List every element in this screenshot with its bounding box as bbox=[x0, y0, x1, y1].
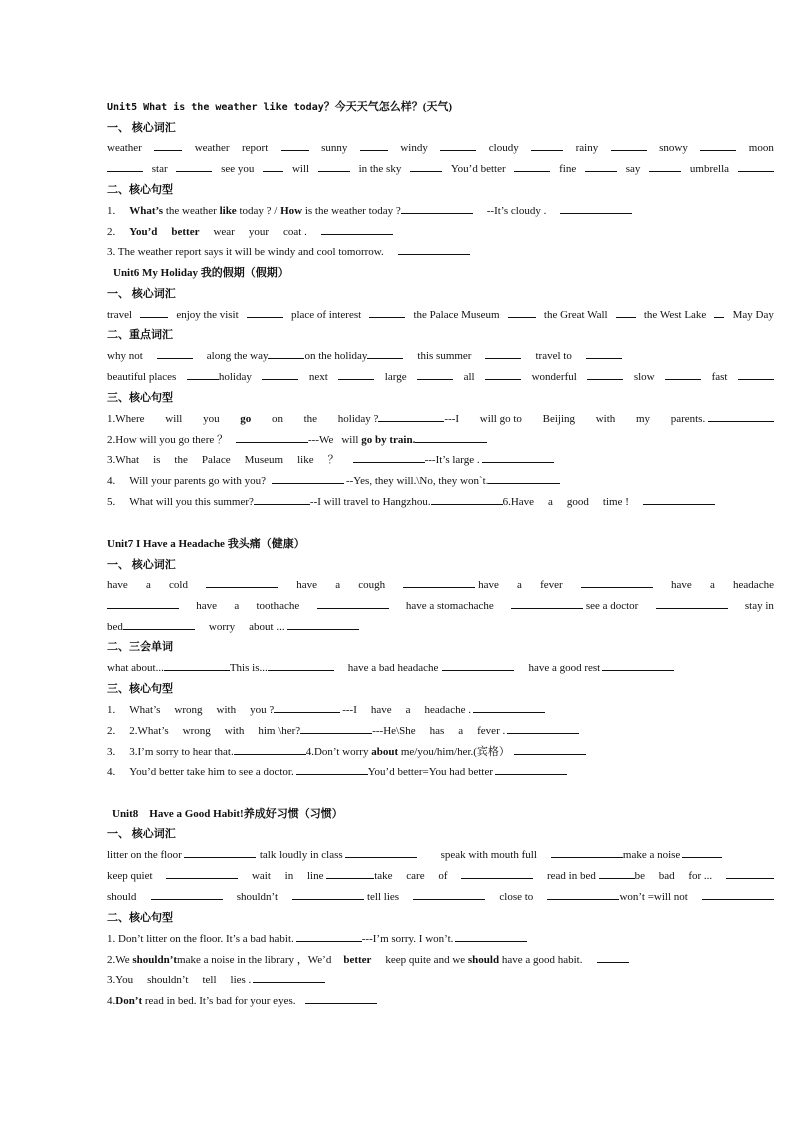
answer-blank[interactable] bbox=[345, 847, 417, 858]
answer-blank[interactable] bbox=[531, 140, 563, 151]
answer-blank[interactable] bbox=[511, 598, 583, 609]
unit5-title bbox=[107, 99, 774, 115]
unit7-sentence-3: 3. 3.I’m sorry to hear that. 4.Don’t worry about me/you/him/her.(宾格） bbox=[107, 744, 774, 760]
answer-blank[interactable] bbox=[656, 598, 728, 609]
answer-blank[interactable] bbox=[300, 723, 372, 734]
answer-blank[interactable] bbox=[367, 348, 403, 359]
answer-blank[interactable] bbox=[281, 140, 309, 151]
unit5-sentence-1: 1. What’s the weather like today ? / How is the weather today ? --It’s cloudy . bbox=[107, 203, 774, 219]
unit6-title: Unit6 My Holiday 我的假期（假期） bbox=[113, 267, 289, 279]
unit8-sentence-2: 2.We shouldn’tmake a noise in the library ，We’d better keep quite and we should have a good habit. bbox=[107, 952, 774, 968]
answer-blank[interactable] bbox=[410, 161, 442, 172]
answer-blank[interactable] bbox=[488, 473, 560, 484]
unit8-heading-sentences: 二、核心句型 bbox=[107, 912, 173, 924]
answer-blank[interactable] bbox=[176, 161, 212, 172]
answer-blank[interactable] bbox=[508, 307, 536, 318]
answer-blank[interactable] bbox=[236, 432, 308, 443]
unit7-heading-vocab: 一、 核心词汇 bbox=[107, 559, 176, 571]
unit5-title-en: Unit5 What is the weather like today bbox=[107, 102, 324, 113]
answer-blank[interactable] bbox=[360, 140, 388, 151]
answer-blank[interactable] bbox=[461, 868, 533, 879]
unit8-sentence-4: 4.Don’t read in bed. It’s bad for your eyes. bbox=[107, 993, 774, 1009]
unit7-vocab-row-3: bed worry about ... bbox=[107, 619, 774, 635]
answer-blank[interactable] bbox=[585, 161, 617, 172]
answer-blank[interactable] bbox=[151, 889, 223, 900]
answer-blank[interactable] bbox=[157, 348, 193, 359]
unit7-heading-sentences: 三、核心句型 bbox=[107, 683, 173, 695]
answer-blank[interactable] bbox=[602, 660, 674, 671]
answer-blank[interactable] bbox=[262, 369, 298, 380]
unit8-vocab-row-1: litter on the floor talk loudly in class speak with mouth full make a noise bbox=[107, 847, 774, 863]
answer-blank[interactable] bbox=[107, 598, 179, 609]
unit6-vocab-row-2: why not along the way on the holiday this summer travel to bbox=[107, 348, 774, 364]
answer-blank[interactable] bbox=[234, 744, 306, 755]
answer-blank[interactable] bbox=[714, 307, 724, 318]
answer-blank[interactable] bbox=[611, 140, 647, 151]
unit5-sentence-3: 3. The weather report says it will be windy and cool tomorrow. bbox=[107, 244, 774, 260]
unit7-vocab-row-1: have a cold have a cough have a fever have a headache bbox=[107, 579, 774, 591]
answer-blank[interactable] bbox=[274, 702, 340, 713]
unit6-heading-key-words: 二、重点词汇 bbox=[107, 329, 173, 341]
answer-blank[interactable] bbox=[338, 369, 374, 380]
unit5-vocab-row-2: star see you will in the sky You’d better fine say umbrella bbox=[107, 161, 774, 177]
answer-blank[interactable] bbox=[507, 723, 579, 734]
answer-blank[interactable] bbox=[154, 140, 182, 151]
answer-blank[interactable] bbox=[166, 868, 238, 879]
answer-blank[interactable] bbox=[268, 660, 334, 671]
answer-blank[interactable] bbox=[726, 868, 774, 879]
answer-blank[interactable] bbox=[305, 993, 377, 1004]
answer-blank[interactable] bbox=[317, 598, 389, 609]
answer-blank[interactable] bbox=[514, 744, 586, 755]
unit8-vocab-row-3: should shouldn’t tell lies close to won’t =will not bbox=[107, 889, 774, 905]
unit6-sentence-5: 5. What will you this summer? --I will travel to Hangzhou. 6.Have a good time ! bbox=[107, 494, 774, 510]
answer-blank[interactable] bbox=[495, 764, 567, 775]
answer-blank[interactable] bbox=[123, 619, 195, 630]
answer-blank[interactable] bbox=[107, 161, 143, 172]
answer-blank[interactable] bbox=[415, 432, 487, 443]
unit8-heading-vocab: 一、 核心词汇 bbox=[107, 828, 176, 840]
answer-blank[interactable] bbox=[369, 307, 405, 318]
answer-blank[interactable] bbox=[473, 702, 545, 713]
answer-blank[interactable] bbox=[597, 952, 629, 963]
answer-blank[interactable] bbox=[378, 411, 444, 422]
unit8-sentence-3: 3.You shouldn’t tell lies . bbox=[107, 972, 774, 988]
answer-blank[interactable] bbox=[353, 452, 425, 463]
unit6-heading-sentences: 三、核心句型 bbox=[107, 392, 173, 404]
answer-blank[interactable] bbox=[184, 847, 256, 858]
unit8-title: Unit8 Have a Good Habit!养成好习惯（习惯） bbox=[112, 808, 343, 820]
answer-blank[interactable] bbox=[455, 931, 527, 942]
answer-blank[interactable] bbox=[263, 161, 283, 172]
unit6-sentence-1: 1.Where will you go on the holiday ? ---I will go to Beijing with my parents. bbox=[107, 411, 774, 427]
answer-blank[interactable] bbox=[431, 494, 503, 505]
answer-blank[interactable] bbox=[643, 494, 715, 505]
answer-blank[interactable] bbox=[702, 889, 774, 900]
answer-blank[interactable] bbox=[616, 307, 636, 318]
answer-blank[interactable] bbox=[440, 140, 476, 151]
unit5-vocab-row-1: weather weather report sunny windy cloudy rainy snowy moon bbox=[107, 142, 774, 154]
answer-blank[interactable] bbox=[413, 889, 485, 900]
unit7-title: Unit7 I Have a Headache 我头痛（健康） bbox=[107, 538, 305, 550]
unit7-heading-words: 二、三会单词 bbox=[107, 641, 173, 653]
answer-blank[interactable] bbox=[206, 577, 278, 588]
answer-blank[interactable] bbox=[403, 577, 475, 588]
unit5-heading-vocab: 一、 核心词汇 bbox=[107, 122, 176, 134]
unit7-vocab-row-4: what about... This is... have a bad headache have a good rest bbox=[107, 660, 774, 676]
answer-blank[interactable] bbox=[292, 889, 364, 900]
answer-blank[interactable] bbox=[254, 494, 310, 505]
answer-blank[interactable] bbox=[586, 348, 622, 359]
answer-blank[interactable] bbox=[417, 369, 453, 380]
answer-blank[interactable] bbox=[482, 452, 554, 463]
answer-blank[interactable] bbox=[485, 369, 521, 380]
answer-blank[interactable] bbox=[708, 411, 774, 422]
answer-blank[interactable] bbox=[665, 369, 701, 380]
answer-blank[interactable] bbox=[318, 161, 350, 172]
unit7-sentence-1: 1. What’s wrong with you ? ---I have a headache . bbox=[107, 702, 774, 718]
unit6-heading-vocab: 一、 核心词汇 bbox=[107, 288, 176, 300]
unit8-vocab-row-2: keep quiet wait in line take care of read in bed be bad for ... bbox=[107, 868, 774, 884]
unit5-title-cn: ？今天天气怎么样？(天气) bbox=[323, 101, 453, 113]
answer-blank[interactable] bbox=[587, 369, 623, 380]
answer-blank[interactable] bbox=[247, 307, 283, 318]
unit5-heading-sentences: 二、核心句型 bbox=[107, 184, 173, 196]
answer-blank[interactable] bbox=[321, 224, 393, 235]
answer-blank[interactable] bbox=[738, 161, 774, 172]
unit7-sentence-4: 4. You’d better take him to see a doctor. You’d better=You had better bbox=[107, 764, 774, 780]
answer-blank[interactable] bbox=[287, 619, 359, 630]
answer-blank[interactable] bbox=[547, 889, 619, 900]
unit6-sentence-3: 3.What is the Palace Museum like ？ ---It’s large . bbox=[107, 452, 774, 468]
answer-blank[interactable] bbox=[442, 660, 514, 671]
unit6-vocab-row-1: travel enjoy the visit place of interest the Palace Museum the Great Wall the West Lake May Day bbox=[107, 309, 774, 321]
answer-blank[interactable] bbox=[164, 660, 230, 671]
unit6-sentence-4: 4. Will your parents go with you? --Yes, they will.\No, they won`t. bbox=[107, 473, 774, 489]
answer-blank[interactable] bbox=[682, 847, 722, 858]
unit6-sentence-2: 2.How will you go there ？ ---We will go by train. bbox=[107, 432, 774, 448]
answer-blank[interactable] bbox=[296, 931, 362, 942]
answer-blank[interactable] bbox=[253, 972, 325, 983]
answer-blank[interactable] bbox=[326, 868, 374, 879]
unit8-sentence-1: 1. Don’t litter on the floor. It’s a bad habit. ---I’m sorry. I won’t. bbox=[107, 931, 774, 947]
answer-blank[interactable] bbox=[296, 764, 368, 775]
answer-blank[interactable] bbox=[272, 473, 344, 484]
answer-blank[interactable] bbox=[268, 348, 304, 359]
answer-blank[interactable] bbox=[514, 161, 550, 172]
answer-blank[interactable] bbox=[700, 140, 736, 151]
answer-blank[interactable] bbox=[738, 369, 774, 380]
unit6-vocab-row-3: beautiful places holiday next large all wonderful slow fast bbox=[107, 369, 774, 385]
unit5-sentence-2: 2. You’d better wear your coat . bbox=[107, 224, 774, 240]
answer-blank[interactable] bbox=[398, 244, 470, 255]
answer-blank[interactable] bbox=[560, 203, 632, 214]
answer-blank[interactable] bbox=[599, 868, 635, 879]
answer-blank[interactable] bbox=[401, 203, 473, 214]
answer-blank[interactable] bbox=[551, 847, 623, 858]
answer-blank[interactable] bbox=[187, 369, 219, 380]
answer-blank[interactable] bbox=[581, 577, 653, 588]
answer-blank[interactable] bbox=[649, 161, 681, 172]
answer-blank[interactable] bbox=[485, 348, 521, 359]
unit7-vocab-row-2: have a toothache have a stomachache see a doctor stay in bbox=[107, 598, 774, 614]
unit7-sentence-2: 2. 2.What’s wrong with him \her? ---He\She has a fever . bbox=[107, 723, 774, 739]
answer-blank[interactable] bbox=[140, 307, 168, 318]
